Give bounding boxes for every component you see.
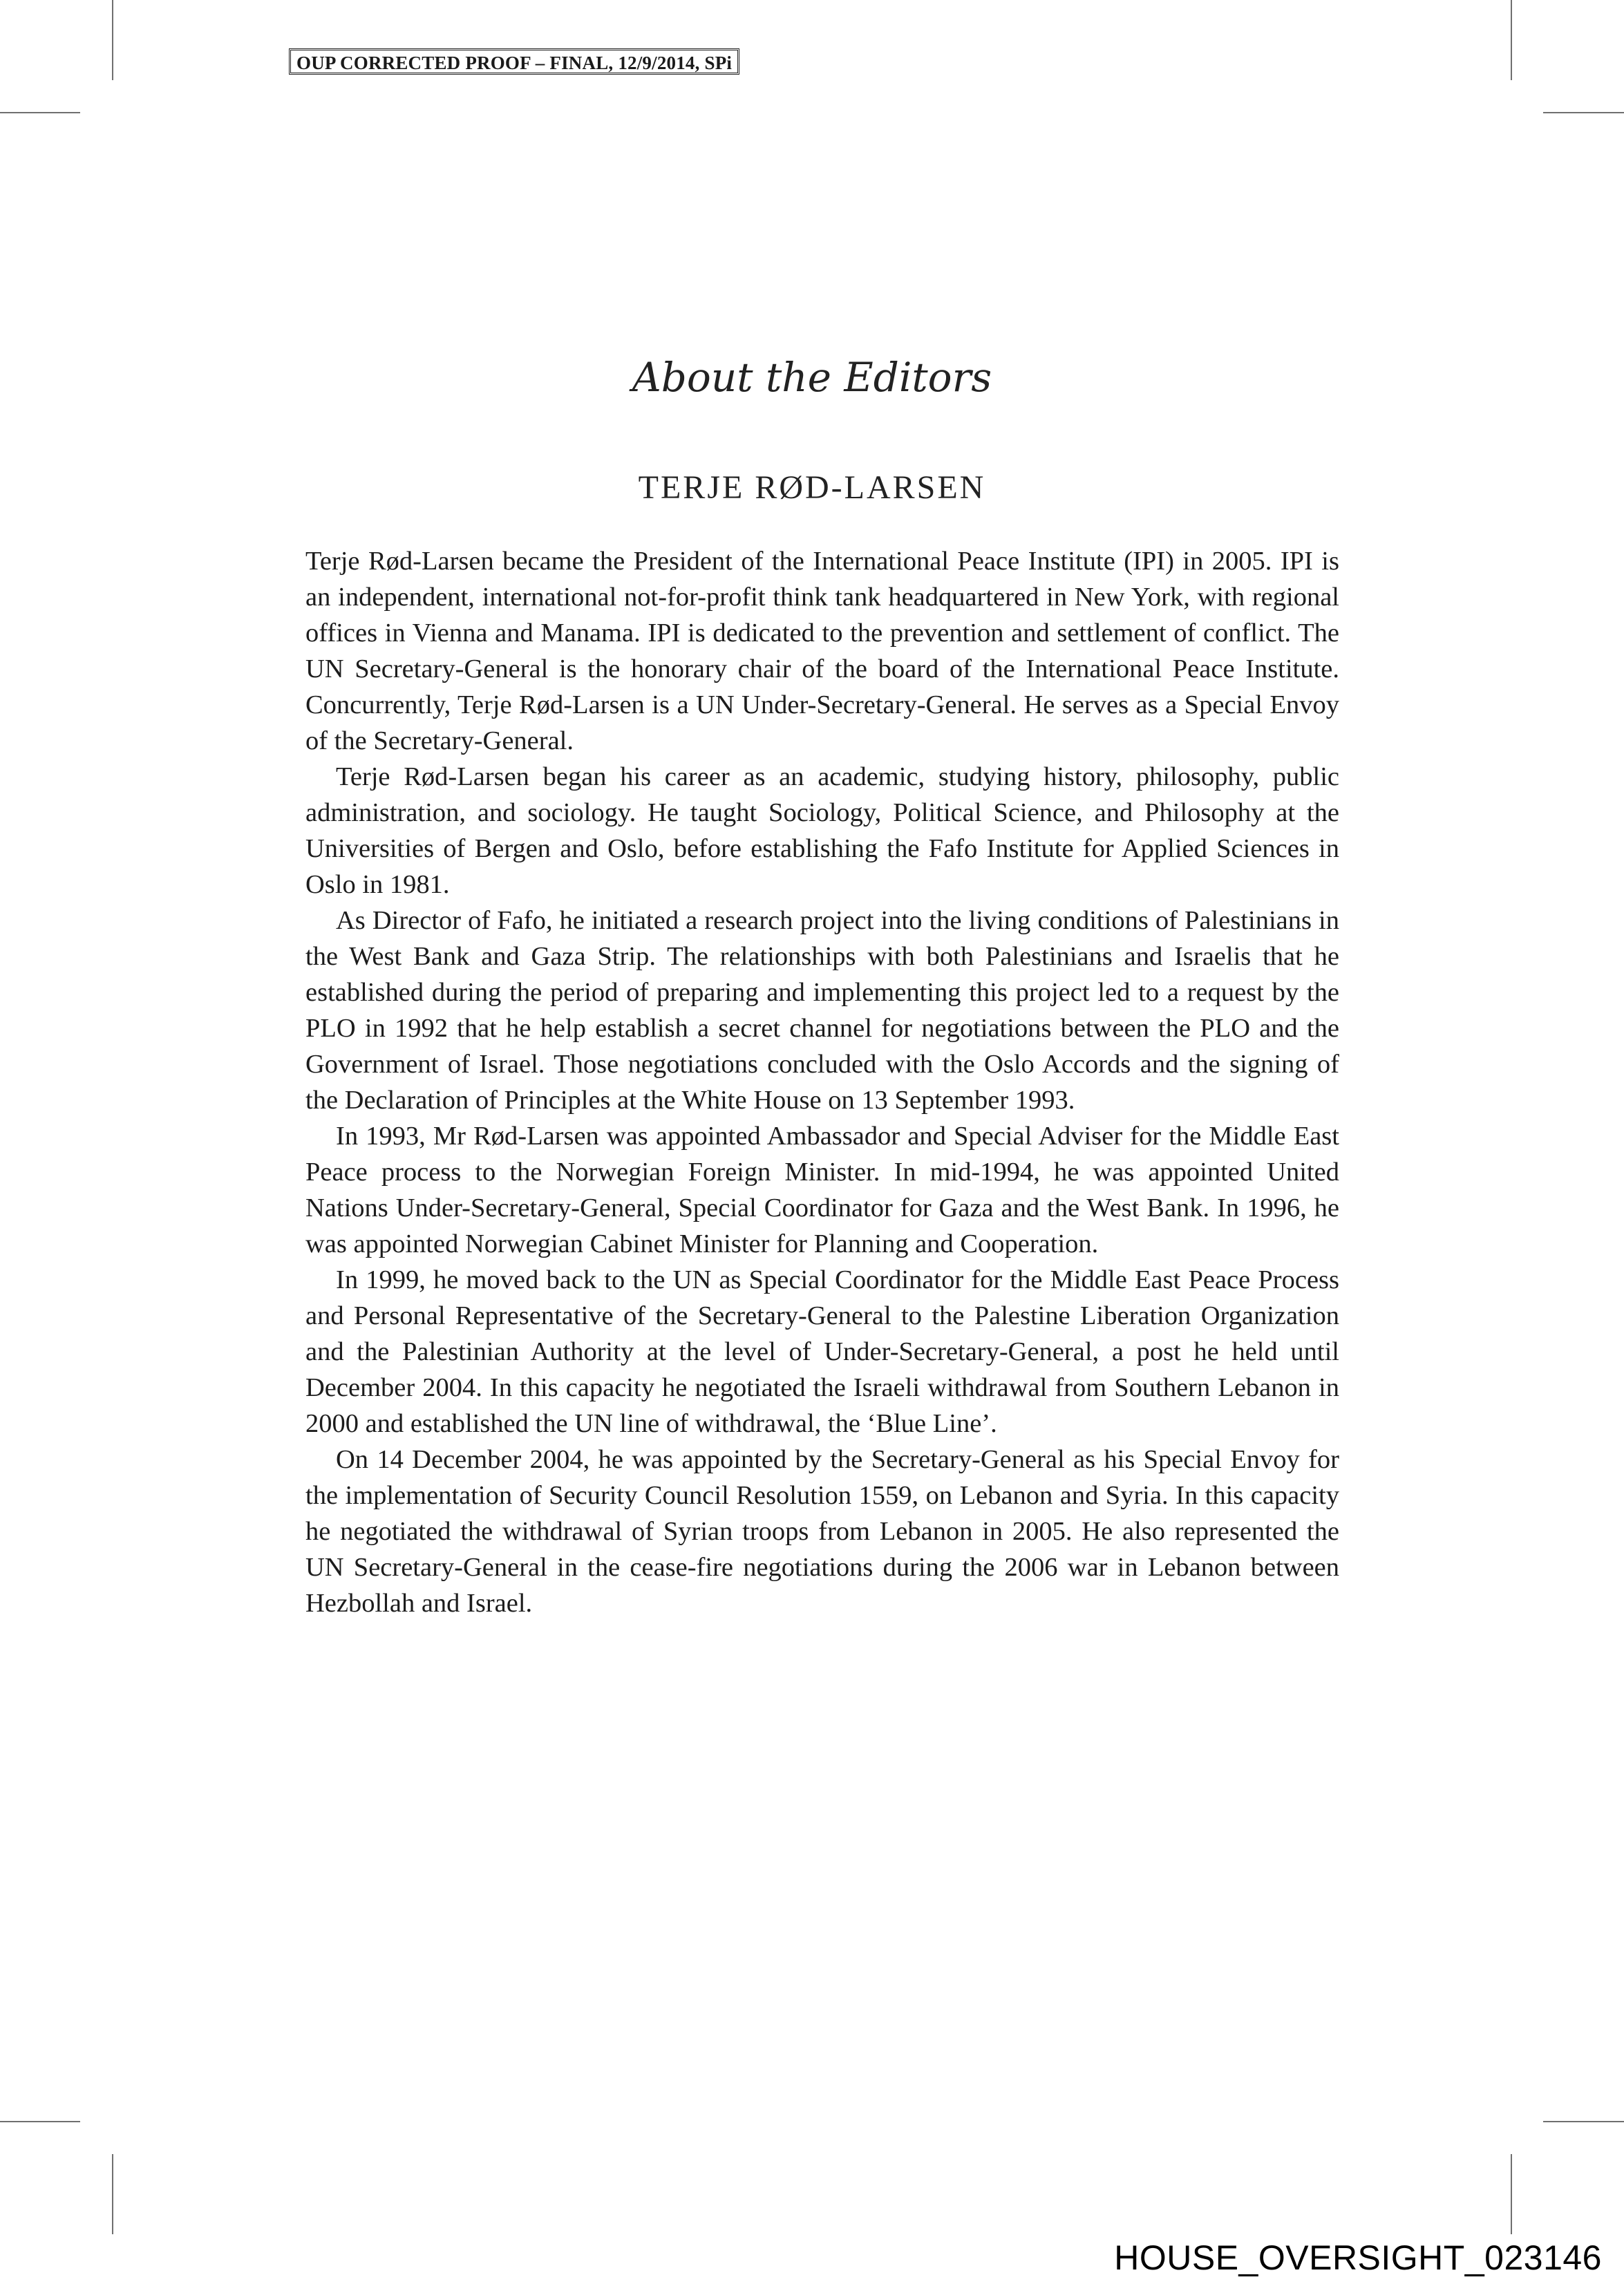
- paragraph-4: In 1993, Mr Rød-Larsen was appointed Ambassador and Special Adviser for the Middle East Peace process to the Norwegian Foreign Minister. In mid-1994, he was appointed United Nations Under-Secretary-General, Special Coordinator for Gaza and the West Bank. In 1996, he was appointed Norwegian Cabinet Minister for Planning and Cooperation.: [305, 1122, 1339, 1258]
- paragraph-2: Terje Rød-Larsen began his career as an academic, studying history, philosophy, public administration, and sociology. He taught Sociology, Political Science, and Philosophy at the Universities of Bergen and Oslo, before establishing the Fafo Institute for Applied Sciences in Oslo in 1981.: [305, 762, 1339, 899]
- page-title: About the Editors: [632, 354, 992, 401]
- crop-mark-top-right-vertical: [1511, 0, 1512, 80]
- paragraph-3: As Director of Fafo, he initiated a research project into the living conditions of Palestinians in the West Bank and Gaza Strip. The relationships with both Palestinians and Israelis that he established during the period of preparing and implementing this project led to a request by the PLO in 1992 that he help establish a secret channel for negotiations between the PLO and the Government of Israel. Those negotiations concluded with the Oslo Accords and the signing of the Declaration of Principles at the White House on 13 September 1993.: [305, 906, 1339, 1115]
- crop-mark-bottom-left-horizontal: [0, 2121, 80, 2122]
- crop-mark-top-right-horizontal: [1543, 112, 1624, 113]
- bates-number: HOUSE_OVERSIGHT_023146: [1114, 2238, 1602, 2277]
- paragraph-5: In 1999, he moved back to the UN as Special Coordinator for the Middle East Peace Process and Personal Representative of the Secretary-General to the Palestine Liberation Organization and the Palestinian Authority at the level of Under-Secretary-General, a post he held until December 2004. In this capacity he negotiated the Israeli withdrawal from Southern Lebanon in 2000 and established the UN line of withdrawal, the ‘Blue Line’.: [305, 1265, 1339, 1438]
- crop-mark-top-left-vertical: [112, 0, 113, 80]
- crop-mark-top-left-horizontal: [0, 112, 80, 113]
- proof-stamp: OUP CORRECTED PROOF – FINAL, 12/9/2014, SPi: [289, 48, 739, 75]
- crop-mark-bottom-left-vertical: [112, 2154, 113, 2234]
- biography-text: [305, 543, 1339, 1621]
- paragraph-6: On 14 December 2004, he was appointed by the Secretary-General as his Special Envoy for the implementation of Security Council Resolution 1559, on Lebanon and Syria. In this capacity he negotiated the withdrawal of Syrian troops from Lebanon in 2005. He also represented the UN Secretary-General in the cease-fire negotiations during the 2006 war in Lebanon between Hezbollah and Israel.: [305, 1445, 1339, 1618]
- editor-name-heading: TERJE RØD-LARSEN: [638, 469, 986, 506]
- crop-mark-bottom-right-vertical: [1511, 2154, 1512, 2234]
- paragraph-1: Terje Rød-Larsen became the President of the International Peace Institute (IPI) in 2005. IPI is an independent, international not-for-profit think tank headquartered in New York, with regional offices in Vienna and Manama. IPI is dedicated to the prevention and settlement of conflict. The UN Secretary-General is the honorary chair of the board of the International Peace Institute. Concurrently, Terje Rød-Larsen is a UN Under-Secretary-General. He serves as a Special Envoy of the Secretary-General.: [305, 547, 1339, 755]
- crop-mark-bottom-right-horizontal: [1543, 2121, 1624, 2122]
